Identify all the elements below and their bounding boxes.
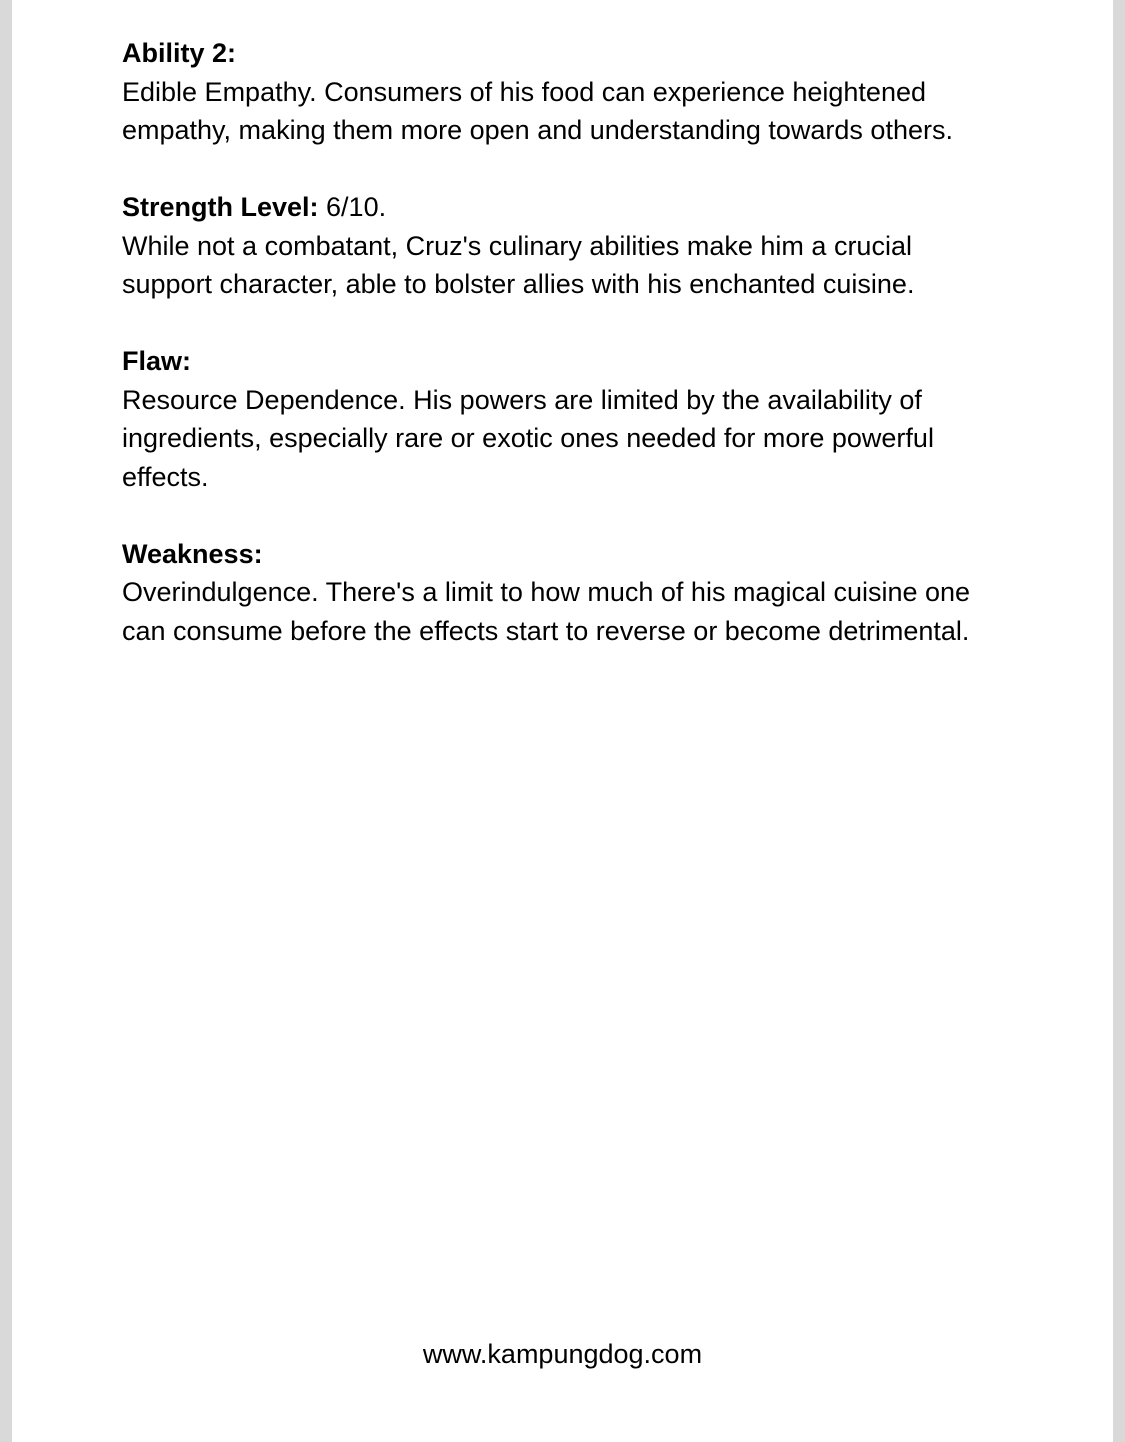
section-ability-2 [122,34,1002,150]
section-flaw [122,342,1002,496]
section-heading: Ability 2: [122,38,237,68]
section-heading-line [122,188,1002,227]
section-heading-line [122,34,1002,73]
document-page [12,0,1113,1442]
section-body: Edible Empathy. Consumers of his food can experience heightened empathy, making them more open and understanding towards others. [122,76,953,145]
document-content [122,34,1002,689]
section-heading-line [122,535,1002,574]
section-body: Resource Dependence. His powers are limited by the availability of ingredients, especially rare or exotic ones needed for more powerful effects. [122,384,934,492]
section-body: While not a combatant, Cruz's culinary abilities make him a crucial support character, able to bolster allies with his enchanted cuisine. [122,230,915,299]
section-heading: Strength Level: [122,192,319,222]
section-inline-value: 6/10. [318,192,387,222]
footer-url[interactable]: www.kampungdog.com [422,1339,703,1369]
section-heading: Weakness: [122,538,263,569]
section-heading-line [122,342,1002,381]
section-body: Overindulgence. There's a limit to how much of his magical cuisine one can consume before the effects start to reverse or become detrimental. [122,577,971,646]
section-strength-level [122,188,1002,304]
section-weakness [122,535,1002,651]
section-heading: Flaw: [122,346,192,376]
